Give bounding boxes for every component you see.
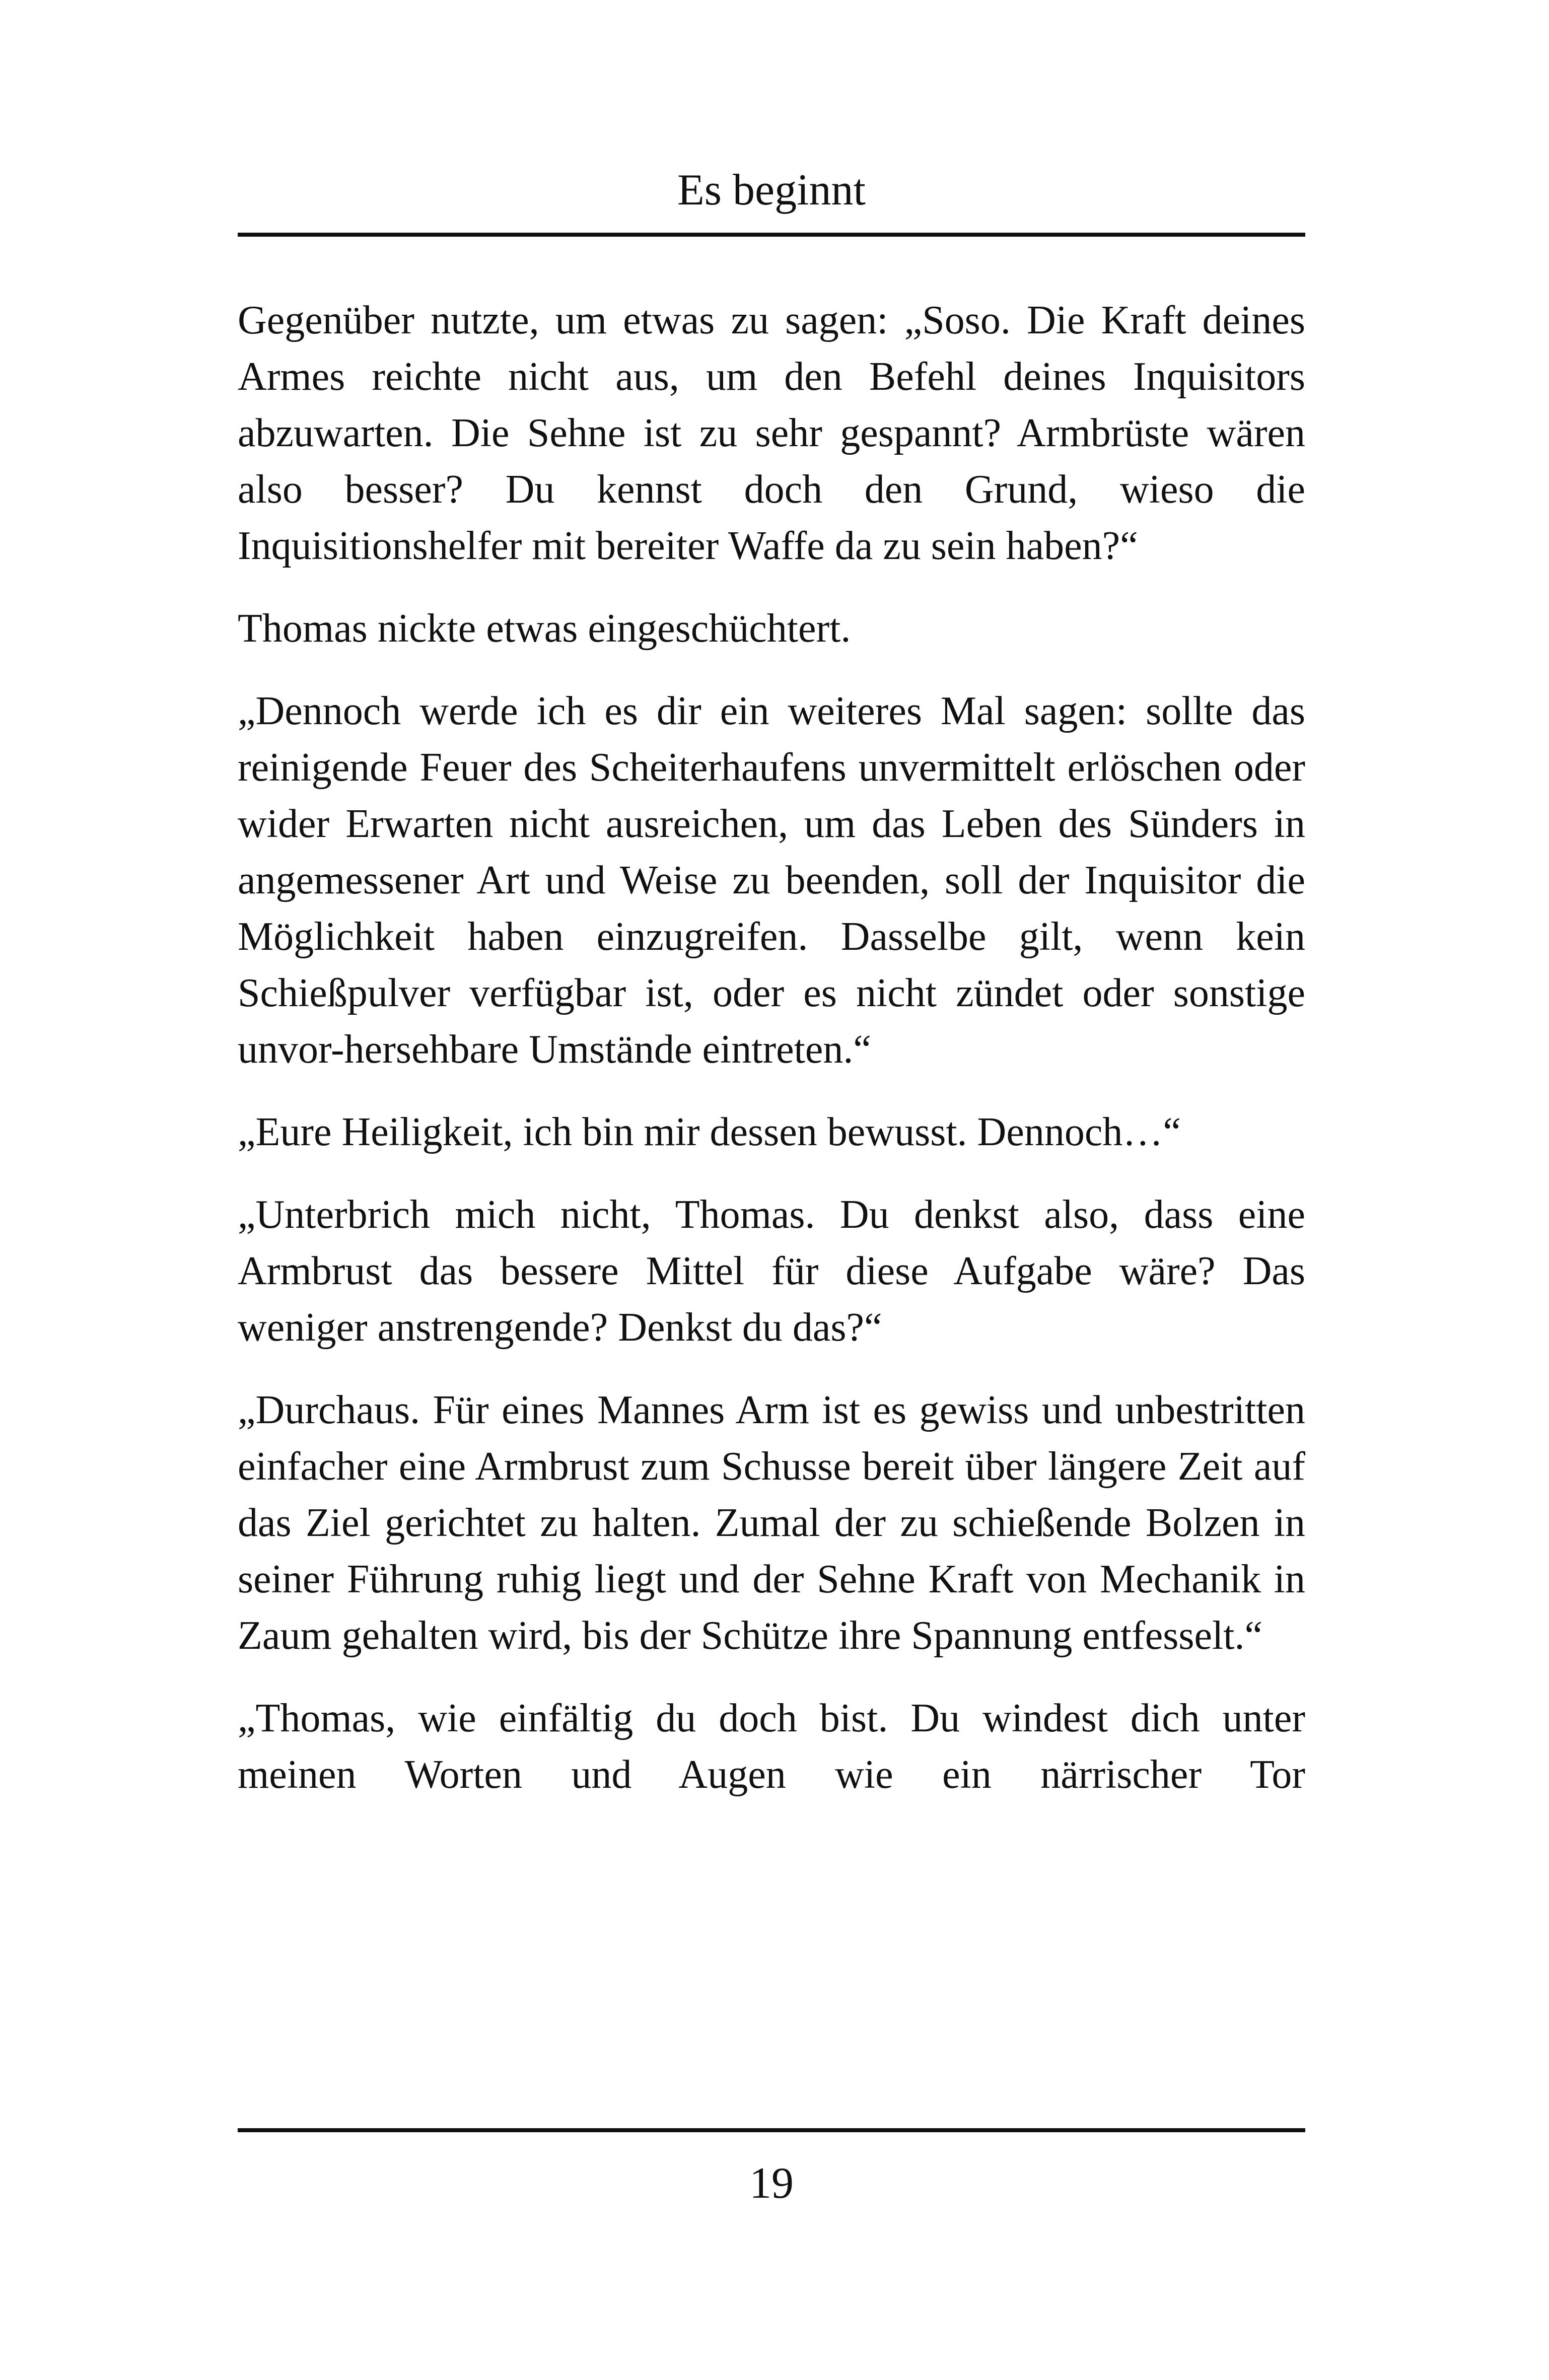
footer-rule bbox=[238, 2128, 1305, 2132]
running-header: Es beginnt bbox=[677, 166, 866, 215]
paragraph: „Durchaus. Für eines Mannes Arm ist es gewiss und unbestritten einfacher eine Armbrust zum Schusse bereit über längere Zeit auf das Ziel gerichtet zu halten. Zumal der zu schießende Bolzen in seiner Führung ruhig liegt und der Sehne Kraft von Mechanik in Zaum gehalten wird, bis der Schütze ihre Spannung entfesselt.“ bbox=[238, 1388, 1305, 1658]
paragraph: „Thomas, wie einfältig du doch bist. Du windest dich unter meinen Worten und Augen wie ein närrischer Tor bbox=[238, 1696, 1305, 1797]
paragraph: Thomas nickte etwas eingeschüchtert. bbox=[238, 606, 851, 651]
body-text bbox=[238, 292, 1305, 1803]
paragraph: Gegenüber nutzte, um etwas zu sagen: „Soso. Die Kraft deines Armes reichte nicht aus, um den Befehl deines Inquisitors abzuwarten. Die Sehne ist zu sehr gespannt? Armbrüste wären also besser? Du kennst doch den Grund, wieso die Inquisitionshelfer mit bereiter Waffe da zu sein haben?“ bbox=[238, 298, 1305, 568]
paragraph: „Eure Heiligkeit, ich bin mir dessen bewusst. Dennoch…“ bbox=[238, 1110, 1181, 1154]
header-rule bbox=[238, 233, 1305, 237]
paragraph: „Unterbrich mich nicht, Thomas. Du denkst also, dass eine Armbrust das bessere Mittel für diese Aufgabe wäre? Das weniger anstrengende? Denkst du das?“ bbox=[238, 1193, 1305, 1350]
page-number: 19 bbox=[749, 2159, 794, 2208]
paragraph: „Dennoch werde ich es dir ein weiteres Mal sagen: sollte das reinigende Feuer des Scheiterhaufens unvermittelt erlöschen oder wider Erwarten nicht ausreichen, um das Leben des Sünders in angemessener Art und Weise zu beenden, soll der Inquisitor die Möglichkeit haben einzugreifen. Dasselbe gilt, wenn kein Schießpulver verfügbar ist, oder es nicht zündet oder sonstige unvor-hersehbare Umstände eintreten.“ bbox=[238, 689, 1305, 1072]
